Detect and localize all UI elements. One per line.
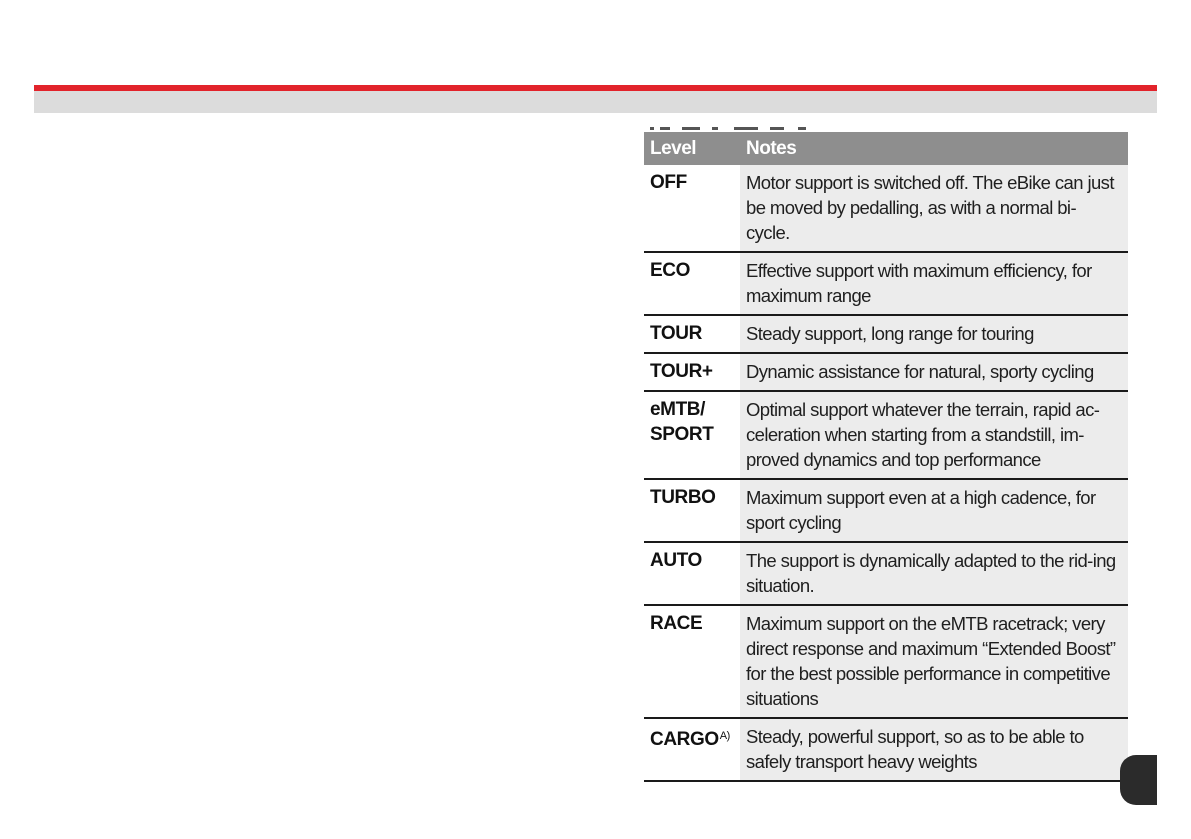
notes-cell: Steady support, long range for touring [740,315,1128,353]
table-row [644,542,1128,605]
table-row [644,718,1128,781]
notes-cell: Optimal support whatever the terrain, rapid ac-celeration when starting from a standstill, im-proved dynamics and top performance [740,391,1128,479]
level-cell: TOUR [644,315,740,353]
notes-cell: Maximum support even at a high cadence, for sport cycling [740,479,1128,542]
level-cell: ECO [644,252,740,315]
level-cell: TOUR+ [644,353,740,391]
level-cell: RACE [644,605,740,718]
level-cell: AUTO [644,542,740,605]
table-header-row [644,132,1128,165]
table-row [644,252,1128,315]
notes-cell: Maximum support on the eMTB racetrack; very direct response and maximum “Extended Boost” for the best possible performance in competitive situations [740,605,1128,718]
cropped-caption-line [648,124,818,130]
level-cell: eMTB/ SPORT [644,391,740,479]
page-edge-tab [1120,755,1157,805]
footnote-marker: A) [719,730,730,742]
level-cell: OFF [644,165,740,252]
notes-cell: The support is dynamically adapted to the rid-ing situation. [740,542,1128,605]
notes-cell: Effective support with maximum efficiency, for maximum range [740,252,1128,315]
column-header-notes: Notes [740,132,1128,165]
table-row [644,315,1128,353]
level-cell [644,718,740,781]
notes-cell: Dynamic assistance for natural, sporty cycling [740,353,1128,391]
table-row [644,165,1128,252]
column-header-level: Level [644,132,740,165]
table-row [644,605,1128,718]
table-row [644,479,1128,542]
notes-cell: Steady, powerful support, so as to be able to safely transport heavy weights [740,718,1128,781]
table-row [644,391,1128,479]
table-row [644,353,1128,391]
riding-modes-table [644,132,1128,782]
level-label: CARGO [650,729,719,750]
notes-cell: Motor support is switched off. The eBike can just be moved by pedalling, as with a normal bi-cycle. [740,165,1128,252]
header-gray-band [34,91,1157,113]
level-cell: TURBO [644,479,740,542]
